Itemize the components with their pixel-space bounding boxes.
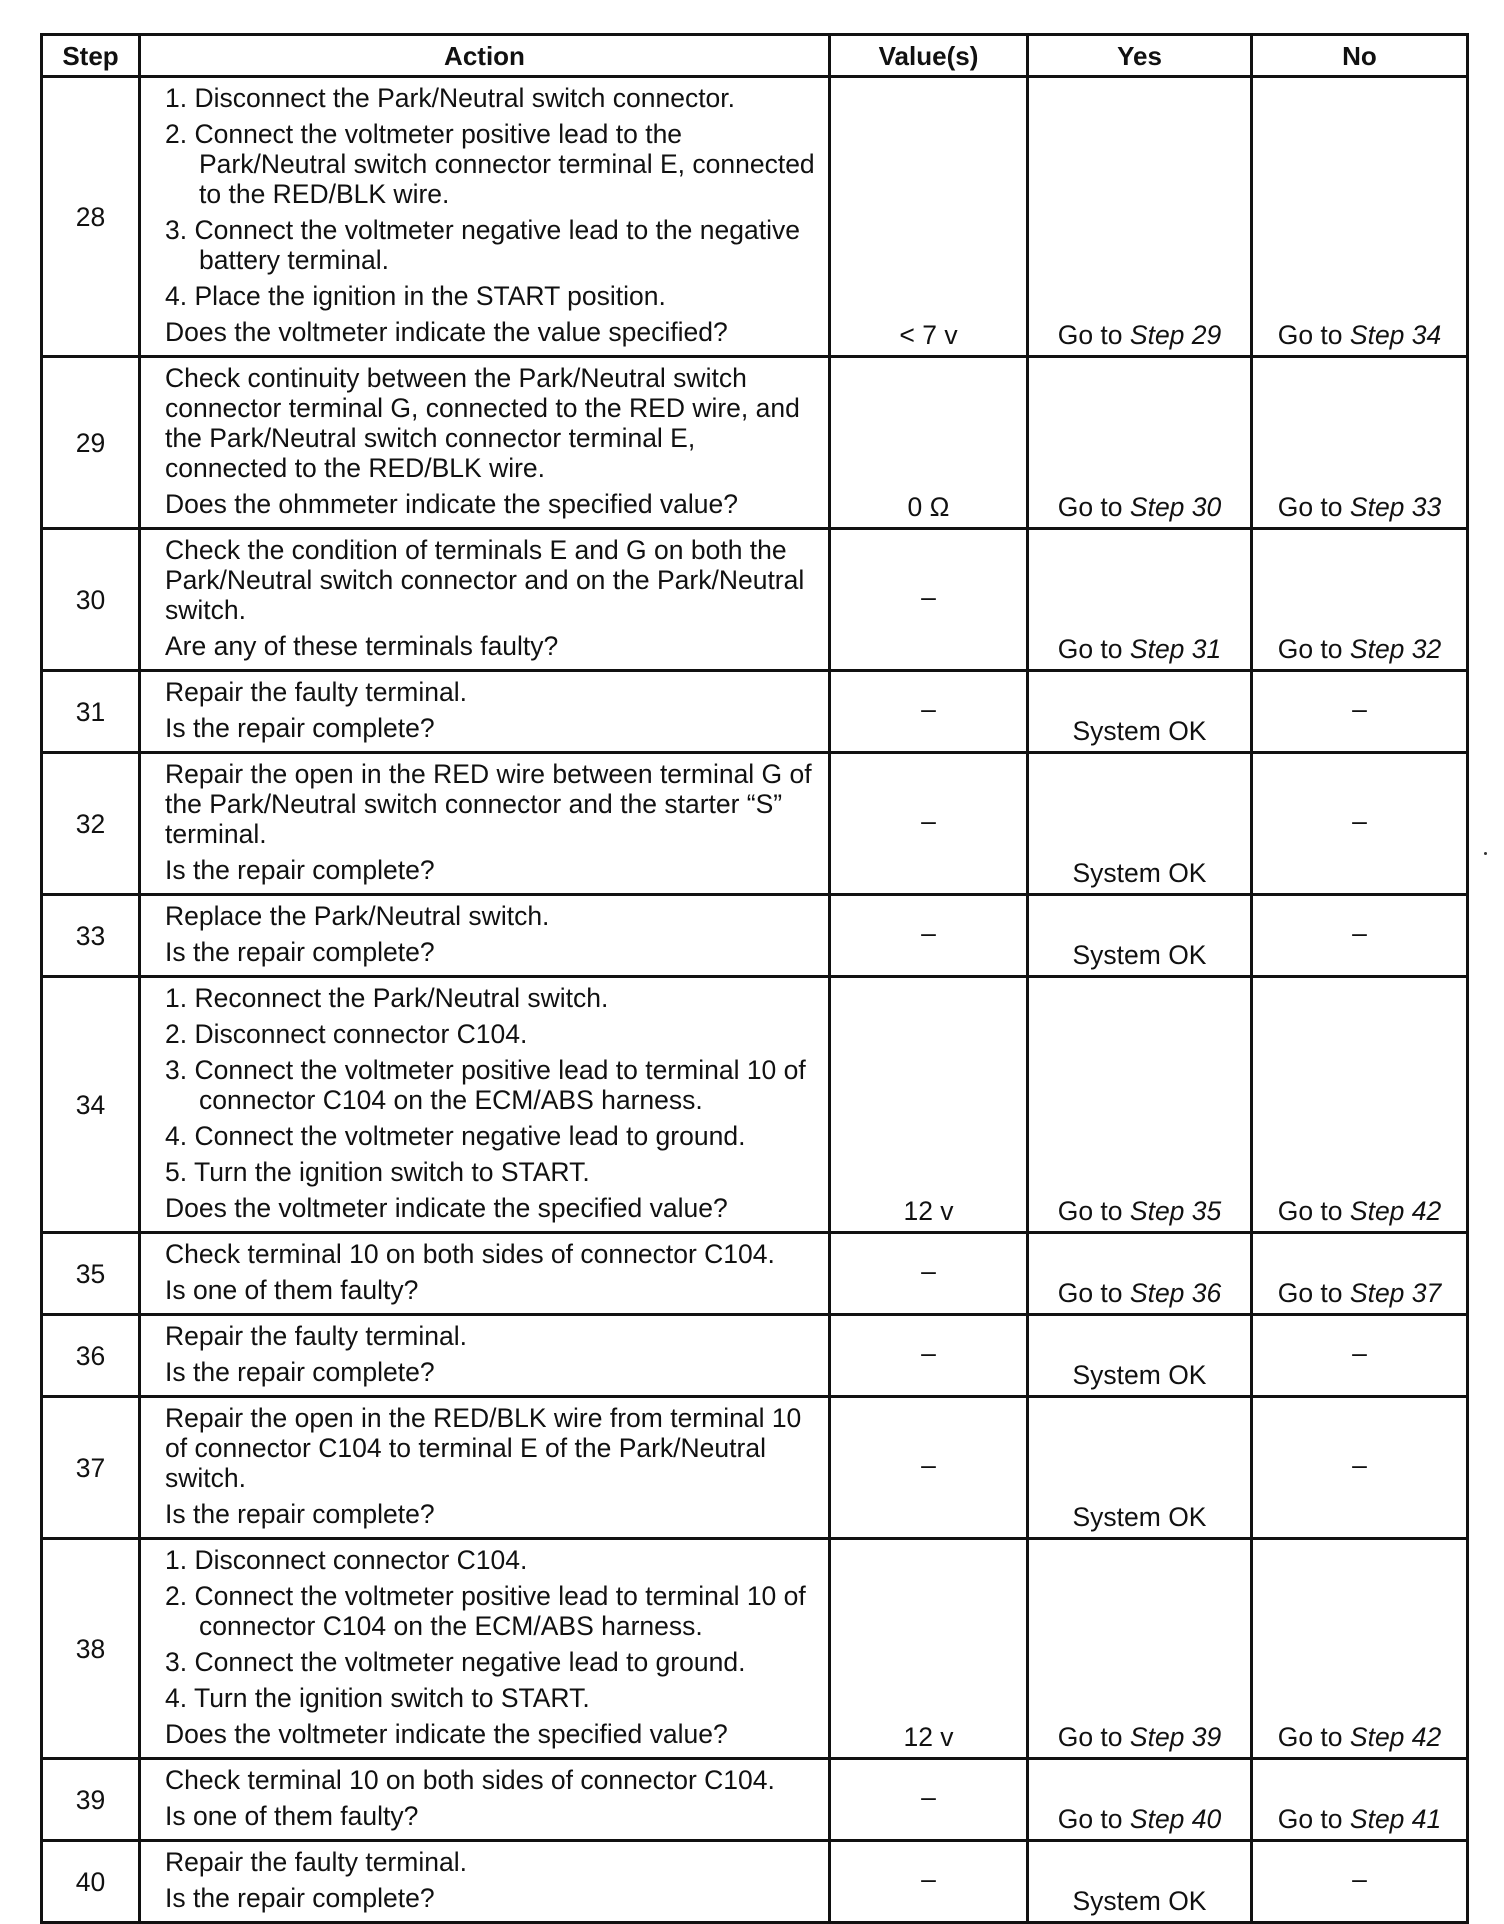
yes-cell <box>1028 1397 1252 1539</box>
step-number: 34 <box>42 977 140 1233</box>
action-cell <box>140 1315 830 1397</box>
no-goto <box>1278 1278 1442 1308</box>
yes-step-link: Step 36 <box>1129 1278 1222 1308</box>
no-goto <box>1278 634 1442 664</box>
header-yes: Yes <box>1028 35 1252 77</box>
yes-step-link: Step 31 <box>1129 634 1222 664</box>
action-cell <box>140 529 830 671</box>
header-values: Value(s) <box>830 35 1028 77</box>
yes-goto <box>1058 1804 1222 1834</box>
no-dash: – <box>1352 1450 1367 1480</box>
goto-prefix: Go to <box>1277 320 1350 350</box>
value-cell: < 7 v <box>830 77 1028 357</box>
action-steps <box>165 1545 818 1713</box>
yes-goto <box>1058 1722 1222 1752</box>
action-question: Is one of them faulty? <box>165 1275 419 1305</box>
yes-cell <box>1028 895 1252 977</box>
value-cell: – <box>830 529 1028 671</box>
step-number: 39 <box>42 1759 140 1841</box>
no-step-link: Step 42 <box>1349 1722 1442 1752</box>
goto-prefix: Go to <box>1057 320 1130 350</box>
action-step: 3. Connect the voltmeter negative lead to the negative battery terminal. <box>165 215 800 275</box>
action-cell <box>140 1841 830 1923</box>
action-cell <box>140 77 830 357</box>
action-question: Is the repair complete? <box>165 855 435 885</box>
step-number: 33 <box>42 895 140 977</box>
system-ok: System OK <box>1072 1360 1207 1390</box>
yes-step-link: Step 39 <box>1129 1722 1222 1752</box>
yes-goto <box>1058 634 1222 664</box>
no-step-link: Step 32 <box>1349 634 1442 664</box>
yes-cell <box>1028 1315 1252 1397</box>
no-dash: – <box>1352 806 1367 836</box>
action-steps <box>165 83 818 311</box>
no-step-link: Step 42 <box>1349 1196 1442 1226</box>
goto-prefix: Go to <box>1277 1722 1350 1752</box>
no-cell <box>1252 1397 1468 1539</box>
value-cell: – <box>830 1315 1028 1397</box>
yes-cell <box>1028 357 1252 529</box>
header-action: Action <box>140 35 830 77</box>
yes-cell <box>1028 753 1252 895</box>
no-dash: – <box>1352 1338 1367 1368</box>
table-row <box>42 529 1468 671</box>
yes-cell <box>1028 977 1252 1233</box>
no-cell <box>1252 1759 1468 1841</box>
table-row <box>42 1397 1468 1539</box>
value-cell: 12 v <box>830 1539 1028 1759</box>
yes-goto <box>1058 1196 1222 1226</box>
action-text: Check the condition of terminals E and G on both the Park/Neutral switch connector and on the Park/Neutral switch. <box>165 535 805 625</box>
value-cell: – <box>830 1397 1028 1539</box>
step-number: 36 <box>42 1315 140 1397</box>
no-dash: – <box>1352 918 1367 948</box>
table-row <box>42 1539 1468 1759</box>
value-cell: – <box>830 1233 1028 1315</box>
action-question: Is the repair complete? <box>165 713 435 743</box>
step-number: 37 <box>42 1397 140 1539</box>
step-number: 31 <box>42 671 140 753</box>
yes-cell <box>1028 1759 1252 1841</box>
table-row <box>42 1759 1468 1841</box>
action-cell <box>140 671 830 753</box>
action-text: Check terminal 10 on both sides of connector C104. <box>165 1239 775 1269</box>
table-body <box>42 77 1468 1923</box>
table-row <box>42 895 1468 977</box>
table-row <box>42 357 1468 529</box>
table-row <box>42 753 1468 895</box>
table-row <box>42 77 1468 357</box>
action-text: Replace the Park/Neutral switch. <box>165 901 550 931</box>
value-cell: 12 v <box>830 977 1028 1233</box>
table-row <box>42 671 1468 753</box>
step-number: 40 <box>42 1841 140 1923</box>
step-number: 35 <box>42 1233 140 1315</box>
yes-step-link: Step 29 <box>1129 320 1222 350</box>
no-cell <box>1252 977 1468 1233</box>
action-cell <box>140 753 830 895</box>
no-cell <box>1252 529 1468 671</box>
goto-prefix: Go to <box>1277 1278 1350 1308</box>
action-cell <box>140 357 830 529</box>
no-cell <box>1252 1233 1468 1315</box>
action-question: Are any of these terminals faulty? <box>165 631 559 661</box>
no-goto <box>1278 1722 1442 1752</box>
action-question: Is the repair complete? <box>165 1357 435 1387</box>
step-number: 29 <box>42 357 140 529</box>
value-cell: – <box>830 895 1028 977</box>
action-step: 3. Connect the voltmeter positive lead to terminal 10 of connector C104 on the ECM/ABS harness. <box>165 1055 806 1115</box>
action-question: Is the repair complete? <box>165 1883 435 1913</box>
table-row <box>42 1315 1468 1397</box>
no-cell <box>1252 1315 1468 1397</box>
no-step-link: Step 41 <box>1349 1804 1442 1834</box>
value-cell: – <box>830 1841 1028 1923</box>
yes-step-link: Step 40 <box>1129 1804 1222 1834</box>
no-step-link: Step 34 <box>1349 320 1442 350</box>
no-dash: – <box>1352 694 1367 724</box>
step-number: 28 <box>42 77 140 357</box>
action-question: Is the repair complete? <box>165 937 435 967</box>
no-cell <box>1252 753 1468 895</box>
action-text: Repair the open in the RED wire between terminal G of the Park/Neutral switch connector and the starter “S” terminal. <box>165 759 812 849</box>
goto-prefix: Go to <box>1277 1196 1350 1226</box>
diagnostic-table <box>40 33 1469 1924</box>
yes-cell <box>1028 1233 1252 1315</box>
action-question: Does the voltmeter indicate the value specified? <box>165 317 728 347</box>
step-number: 38 <box>42 1539 140 1759</box>
no-cell <box>1252 77 1468 357</box>
no-cell <box>1252 671 1468 753</box>
action-step: 2. Disconnect connector C104. <box>165 1019 528 1049</box>
yes-goto <box>1058 492 1222 522</box>
action-cell <box>140 1397 830 1539</box>
action-question: Does the voltmeter indicate the specified value? <box>165 1193 728 1223</box>
system-ok: System OK <box>1072 858 1207 888</box>
action-cell <box>140 977 830 1233</box>
action-text: Check continuity between the Park/Neutral switch connector terminal G, connected to the RED wire, and the Park/Neutral switch connector terminal E, connected to the RED/BLK wire. <box>165 363 800 483</box>
header-step: Step <box>42 35 140 77</box>
step-number: 30 <box>42 529 140 671</box>
table-row <box>42 1233 1468 1315</box>
action-step: 1. Reconnect the Park/Neutral switch. <box>165 983 609 1013</box>
action-question: Is the repair complete? <box>165 1499 435 1529</box>
yes-step-link: Step 35 <box>1129 1196 1222 1226</box>
yes-cell <box>1028 1841 1252 1923</box>
system-ok: System OK <box>1072 940 1207 970</box>
no-cell <box>1252 1841 1468 1923</box>
goto-prefix: Go to <box>1277 1804 1350 1834</box>
no-step-link: Step 37 <box>1349 1278 1442 1308</box>
action-step: 4. Connect the voltmeter negative lead to ground. <box>165 1121 746 1151</box>
step-number: 32 <box>42 753 140 895</box>
yes-cell <box>1028 1539 1252 1759</box>
no-goto <box>1278 1196 1442 1226</box>
value-cell: 0 Ω <box>830 357 1028 529</box>
value-cell: – <box>830 1759 1028 1841</box>
no-goto <box>1278 320 1442 350</box>
action-cell <box>140 1759 830 1841</box>
goto-prefix: Go to <box>1277 492 1350 522</box>
no-cell <box>1252 357 1468 529</box>
action-step: 1. Disconnect the Park/Neutral switch connector. <box>165 83 736 113</box>
action-step: 2. Connect the voltmeter positive lead to the Park/Neutral switch connector terminal E, connected to the RED/BLK wire. <box>165 119 815 209</box>
action-cell <box>140 1539 830 1759</box>
action-cell <box>140 895 830 977</box>
yes-cell <box>1028 77 1252 357</box>
action-question: Does the voltmeter indicate the specified value? <box>165 1719 728 1749</box>
system-ok: System OK <box>1072 716 1207 746</box>
header-row <box>42 35 1468 77</box>
no-goto <box>1278 492 1442 522</box>
action-question: Is one of them faulty? <box>165 1801 419 1831</box>
value-cell: – <box>830 671 1028 753</box>
action-steps <box>165 983 818 1187</box>
action-step: 4. Turn the ignition switch to START. <box>165 1683 590 1713</box>
value-cell: – <box>830 753 1028 895</box>
action-text: Repair the faulty terminal. <box>165 677 467 707</box>
yes-goto <box>1058 1278 1222 1308</box>
action-step: 4. Place the ignition in the START position. <box>165 281 666 311</box>
action-question: Does the ohmmeter indicate the specified value? <box>165 489 739 519</box>
system-ok: System OK <box>1072 1886 1207 1916</box>
goto-prefix: Go to <box>1277 634 1350 664</box>
yes-step-link: Step 30 <box>1129 492 1222 522</box>
goto-prefix: Go to <box>1057 1278 1130 1308</box>
yes-goto <box>1058 320 1222 350</box>
goto-prefix: Go to <box>1057 492 1130 522</box>
action-cell <box>140 1233 830 1315</box>
no-cell <box>1252 895 1468 977</box>
action-step: 2. Connect the voltmeter positive lead to terminal 10 of connector C104 on the ECM/ABS harness. <box>165 1581 806 1641</box>
goto-prefix: Go to <box>1057 1722 1130 1752</box>
action-step: 3. Connect the voltmeter negative lead to ground. <box>165 1647 746 1677</box>
no-goto <box>1278 1804 1442 1834</box>
action-text: Repair the open in the RED/BLK wire from terminal 10 of connector C104 to terminal E of the Park/Neutral switch. <box>165 1403 802 1493</box>
table-row <box>42 977 1468 1233</box>
no-dash: – <box>1352 1864 1367 1894</box>
action-text: Repair the faulty terminal. <box>165 1321 467 1351</box>
stray-mark <box>1484 852 1487 855</box>
goto-prefix: Go to <box>1057 1196 1130 1226</box>
action-text: Check terminal 10 on both sides of connector C104. <box>165 1765 775 1795</box>
goto-prefix: Go to <box>1057 634 1130 664</box>
action-step: 5. Turn the ignition switch to START. <box>165 1157 590 1187</box>
action-step: 1. Disconnect connector C104. <box>165 1545 528 1575</box>
header-no: No <box>1252 35 1468 77</box>
table-row <box>42 1841 1468 1923</box>
no-cell <box>1252 1539 1468 1759</box>
yes-cell <box>1028 671 1252 753</box>
goto-prefix: Go to <box>1057 1804 1130 1834</box>
system-ok: System OK <box>1072 1502 1207 1532</box>
yes-cell <box>1028 529 1252 671</box>
action-text: Repair the faulty terminal. <box>165 1847 467 1877</box>
no-step-link: Step 33 <box>1349 492 1442 522</box>
